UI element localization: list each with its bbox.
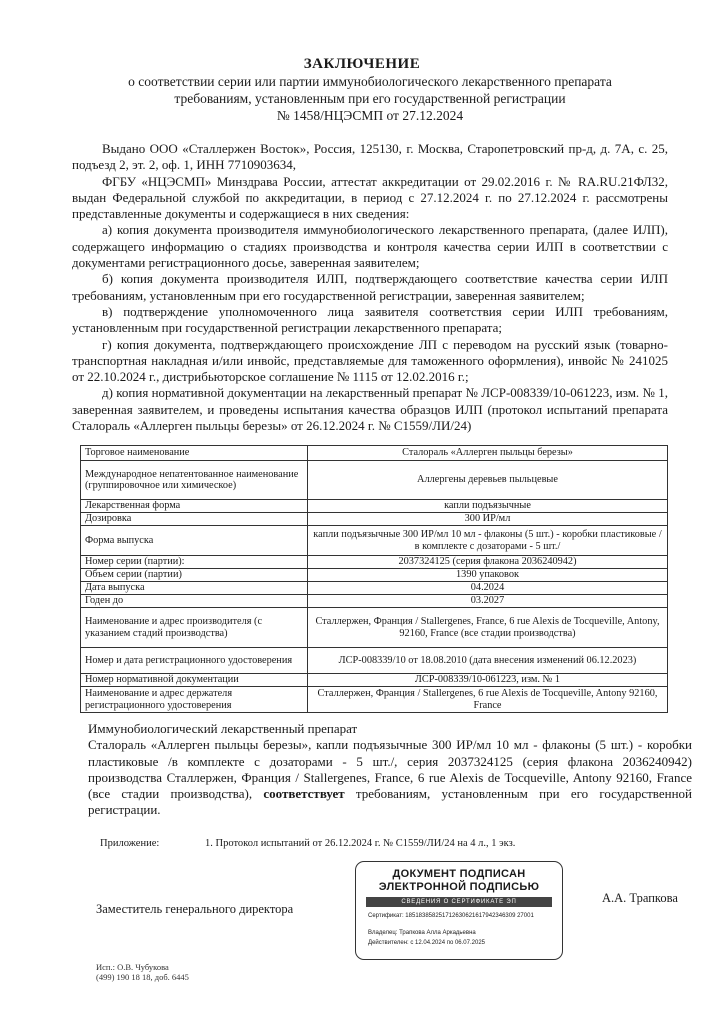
table-row: [81, 582, 668, 595]
subtitle-line-1: о соответствии серии или партии иммунобиологического лекарственного препарата: [128, 74, 612, 89]
row-value: Сталораль «Аллерген пыльцы березы»: [308, 446, 668, 461]
subtitle-line-2: требованиям, установленным при его государственной регистрации: [174, 91, 566, 106]
row-label: Торговое наименование: [81, 446, 308, 461]
table-row: [81, 446, 668, 461]
conclusion-heading: Иммунобиологический лекарственный препарат: [88, 721, 358, 736]
row-value: ЛСР-008339/10-061223, изм. № 1: [308, 674, 668, 687]
item-v-paragraph: в) подтверждение уполномоченного лица заявителя соответствия серии ИЛП требованиям, установленным при государственной регистрации лекарственного препарата;: [72, 303, 668, 336]
table-row: [81, 526, 668, 556]
item-normative-paragraph: д) копия нормативной документации на лекарственный препарат № ЛСР-008339/10-061223, изм. № 1, заверенная заявителем, и проведены испытания качества образцов ИЛП (протокол испытаний препарата Сталораль «Аллерген пыльцы березы» от 26.12.2024 г. № С1559/ЛИ/24): [72, 385, 668, 434]
row-value: 03.2027: [308, 595, 668, 608]
product-specs-table: [80, 445, 668, 713]
signatory-position: Заместитель генерального директора: [96, 902, 294, 916]
row-label: Наименование и адрес держателя регистрационного удостоверения: [81, 687, 308, 713]
item-b-paragraph: б) копия документа производителя ИЛП, подтверждающего соответствие качества серии ИЛП требованиям, установленным при его государственной регистрации, заверенная заявителем;: [72, 271, 668, 303]
row-value: капли подъязычные: [308, 500, 668, 513]
e-signature-stamp: [355, 861, 563, 960]
row-label: Международное непатентованное наименование (группировочное или химическое): [81, 461, 308, 500]
row-label: Годен до: [81, 595, 308, 608]
executor-phone: (499) 190 18 18, доб. 6445: [96, 972, 189, 982]
row-value: 1390 упаковок: [308, 569, 668, 582]
row-label: Дозировка: [81, 513, 308, 526]
row-value: Сталлержен, Франция / Stallergenes, France, 6 rue Alexis de Tocqueville, Antony, 92160, France (все стадии производства): [308, 608, 668, 648]
row-value: 04.2024: [308, 582, 668, 595]
stamp-title-2: ЭЛЕКТРОННОЙ ПОДПИСЬЮ: [378, 881, 540, 893]
row-label: Номер серии (партии):: [81, 556, 308, 569]
document-subtitle: [70, 73, 670, 124]
signatory-name: А.А. Трапкова: [602, 891, 678, 905]
document-title: ЗАКЛЮЧЕНИЕ: [303, 56, 421, 72]
stamp-certificate: Сертификат: 185183858251712630621617942346309 27001: [368, 913, 534, 919]
table-row: [81, 687, 668, 713]
document-number: № 1458/НЦЭСМП от 27.12.2024: [276, 108, 464, 123]
table-row: [81, 608, 668, 648]
table-row: [81, 513, 668, 526]
row-value: Сталлержен, Франция / Stallergenes, 6 rue Alexis de Tocqueville, Antony 92160, France: [308, 687, 668, 713]
row-label: Форма выпуска: [81, 526, 308, 556]
table-row: [81, 569, 668, 582]
table-row: [81, 674, 668, 687]
row-label: Номер нормативной документации: [81, 674, 308, 687]
row-value: капли подъязычные 300 ИР/мл 10 мл - флаконы (5 шт.) - коробки пластиковые /в комплекте с дозаторами - 5 шт./: [308, 526, 668, 556]
row-label: Объем серии (партии): [81, 569, 308, 582]
table-row: [81, 500, 668, 513]
table-row: [81, 556, 668, 569]
conclusion-section: [88, 721, 692, 819]
item-a-paragraph: а) копия документа производителя иммунобиологического лекарственного препарата, (далее ИЛП), содержащего информацию о стадиях производства и контроля качества серии ИЛП в соответствии с документами регистрационного досье, заверенная заявителем;: [72, 222, 668, 271]
conclusion-paragraph: [88, 737, 692, 818]
intro-section: [72, 141, 668, 434]
item-g-paragraph: г) копия документа, подтверждающего происхождение ЛП с переводом на русский язык (товарно-транспортная накладная и/или инвойс, представляемые для таможенного оформления), инвойс № 241025 от 22.10.2024 г., дистрибьюторское соглашение № 1115 от 12.02.2016 г.;: [72, 336, 668, 385]
row-label: Номер и дата регистрационного удостоверения: [81, 648, 308, 674]
conclusion-text: Сталораль «Аллерген пыльцы березы», капли подъязычные 300 ИР/мл 10 мл - флаконы (5 шт.) - коробки пластиковые /в комплекте с дозаторами - 5 шт./, серия 2037324125 (серия флакона 2036240942) производства Сталлержен, Франция / Stallergenes, France, 6 rue Alexis de Tocqueville, Antony 92160, France (все стадии производства),: [88, 737, 692, 802]
table-row: [81, 595, 668, 608]
row-label: Дата выпуска: [81, 582, 308, 595]
attachment-label: Приложение:: [100, 838, 160, 849]
stamp-title-1: ДОКУМЕНТ ПОДПИСАН: [392, 868, 526, 880]
conclusion-text-end: требованиям, установленным при его государственной регистрации.: [88, 786, 692, 818]
row-value: ЛСР-008339/10 от 18.08.2010 (дата внесения изменений 06.12.2023): [308, 648, 668, 674]
stamp-owner: Владелец: Трапкова Алла Аркадьевна: [368, 930, 476, 936]
table-row: [81, 648, 668, 674]
stamp-validity: Действителен: с 12.04.2024 по 06.07.2025: [368, 940, 485, 946]
conclusion-verdict: соответствует: [263, 786, 345, 802]
row-value: Аллергены деревьев пыльцевые: [308, 461, 668, 500]
attachment-text: 1. Протокол испытаний от 26.12.2024 г. № С1559/ЛИ/24 на 4 л., 1 экз.: [205, 838, 516, 849]
issued-to-paragraph: Выдано ООО «Сталлержен Восток», Россия, 125130, г. Москва, Старопетровский пр-д, д. 7А, с. 25, подъезд 2, эт. 2, оф. 1, ИНН 7710903634,: [72, 141, 668, 173]
executor-name: Исп.: О.В. Чубукова: [96, 962, 169, 972]
table-row: [81, 461, 668, 500]
stamp-cert-bar: СВЕДЕНИЯ О СЕРТИФИКАТЕ ЭП: [366, 897, 552, 907]
row-label: Наименование и адрес производителя (с указанием стадий производства): [81, 608, 308, 648]
row-value: 300 ИР/мл: [308, 513, 668, 526]
row-value: 2037324125 (серия флакона 2036240942): [308, 556, 668, 569]
row-label: Лекарственная форма: [81, 500, 308, 513]
authority-paragraph: ФГБУ «НЦЭСМП» Минздрава России, аттестат аккредитации от 29.02.2016 г. № RA.RU.21ФЛ32, выдан Федеральной службой по аккредитации, в период с 27.12.2024 г. по 27.12.2024 г. рассмотрены представленные документы и содержащиеся в них сведения:: [72, 173, 668, 222]
